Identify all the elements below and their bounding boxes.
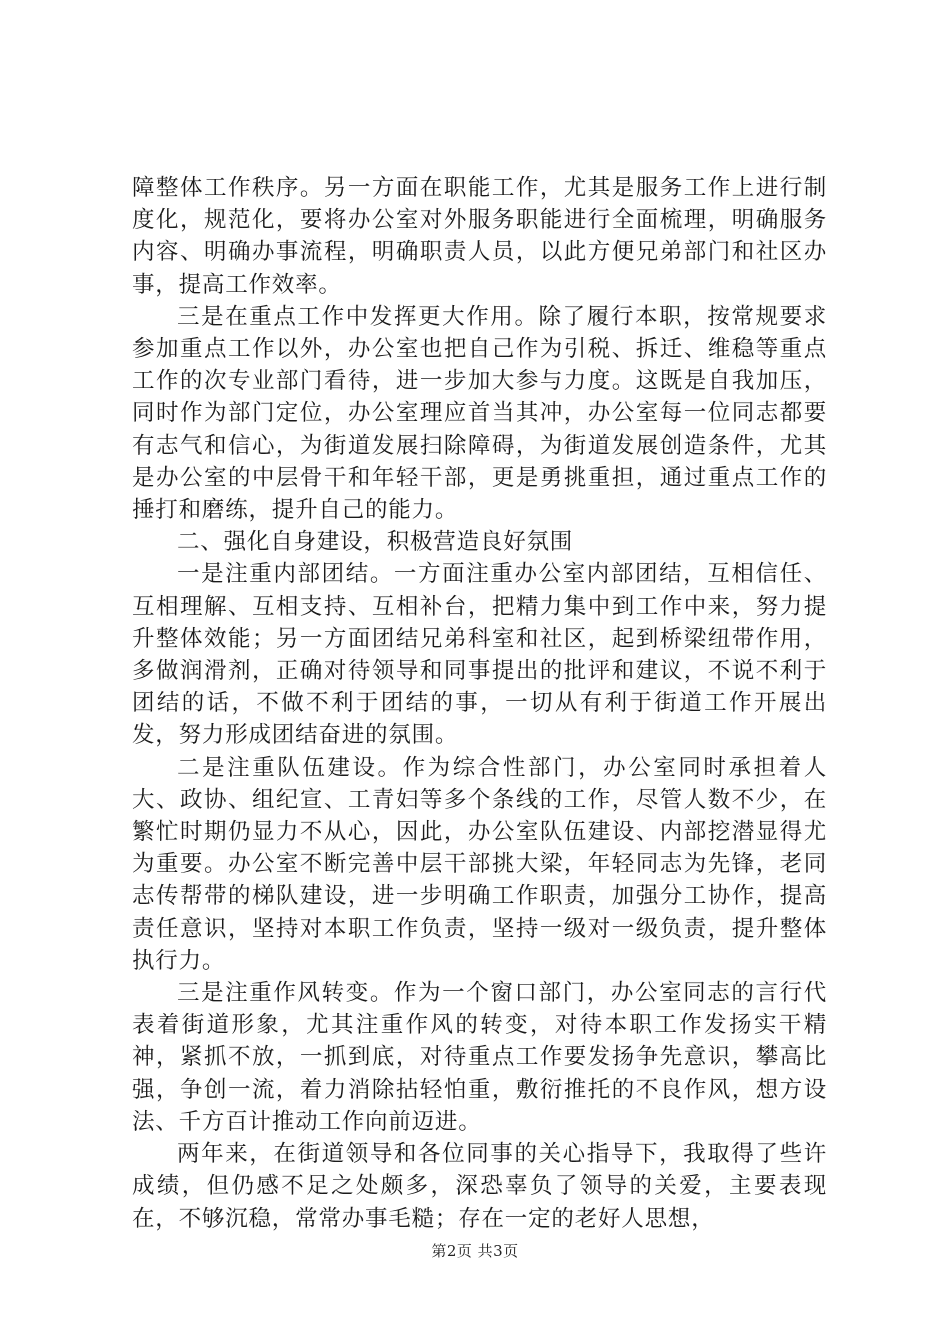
paragraph-key-work-role: 三是在重点工作中发挥更大作用。除了履行本职，按常规要求参加重点工作以外，办公室也把自己作为引税、拆迁、维稳等重点工作的次专业部门看待，进一步加大参与力度。这既是自我加压，同时作为部门定位，办公室理应首当其冲，办公室每一位同志都要有志气和信心，为街道发展扫除障碍，为街道发展创造条件，尤其是办公室的中层骨干和年轻干部，更是勇挑重担，通过重点工作的捶打和磨练，提升自己的能力。: [132, 303, 827, 524]
section-heading-self-building: 二、强化自身建设，积极营造良好氛围: [177, 529, 574, 556]
document-body: [132, 172, 827, 1235]
paragraph-team-building: 二是注重队伍建设。作为综合性部门，办公室同时承担着人大、政协、组纪宣、工青妇等多个条线的工作，尽管人数不少，在繁忙时期仍显力不从心，因此，办公室队伍建设、内部挖潜显得尤为重要。办公室不断完善中层干部挑大梁，年轻同志为先锋，老同志传帮带的梯队建设，进一步明确工作职责，加强分工协作，提高责任意识，坚持对本职工作负责，坚持一级对一级负责，提升整体执行力。: [132, 754, 827, 974]
paragraph-work-style: 三是注重作风转变。作为一个窗口部门，办公室同志的言行代表着街道形象，尤其注重作风的转变，对待本职工作发扬实干精神，紧抓不放，一抓到底，对待重点工作要发扬争先意识，攀高比强，争创一流，着力消除拈轻怕重，敷衍推托的不良作风，想方设法、千方百计推动工作向前迈进。: [132, 980, 827, 1135]
page-number-footer: 第2页 共3页: [431, 1242, 519, 1260]
paragraph-continuation: 障整体工作秩序。另一方面在职能工作，尤其是服务工作上进行制度化，规范化，要将办公室对外服务职能进行全面梳理，明确服务内容、明确办事流程，明确职责人员，以此方便兄弟部门和社区办事，提高工作效率。: [132, 175, 827, 298]
paragraph-summary: 两年来，在街道领导和各位同事的关心指导下，我取得了些许成绩，但仍感不足之处颇多，深恐辜负了领导的关爱，主要表现在，不够沉稳，常常办事毛糙；存在一定的老好人思想，: [132, 1141, 827, 1232]
paragraph-internal-unity: 一是注重内部团结。一方面注重办公室内部团结，互相信任、互相理解、互相支持、互相补台，把精力集中到工作中来，努力提升整体效能；另一方面团结兄弟科室和社区，起到桥梁纽带作用，多做润滑剂，正确对待领导和同事提出的批评和建议，不说不利于团结的话，不做不利于团结的事，一切从有利于街道工作开展出发，努力形成团结奋进的氛围。: [132, 561, 827, 749]
